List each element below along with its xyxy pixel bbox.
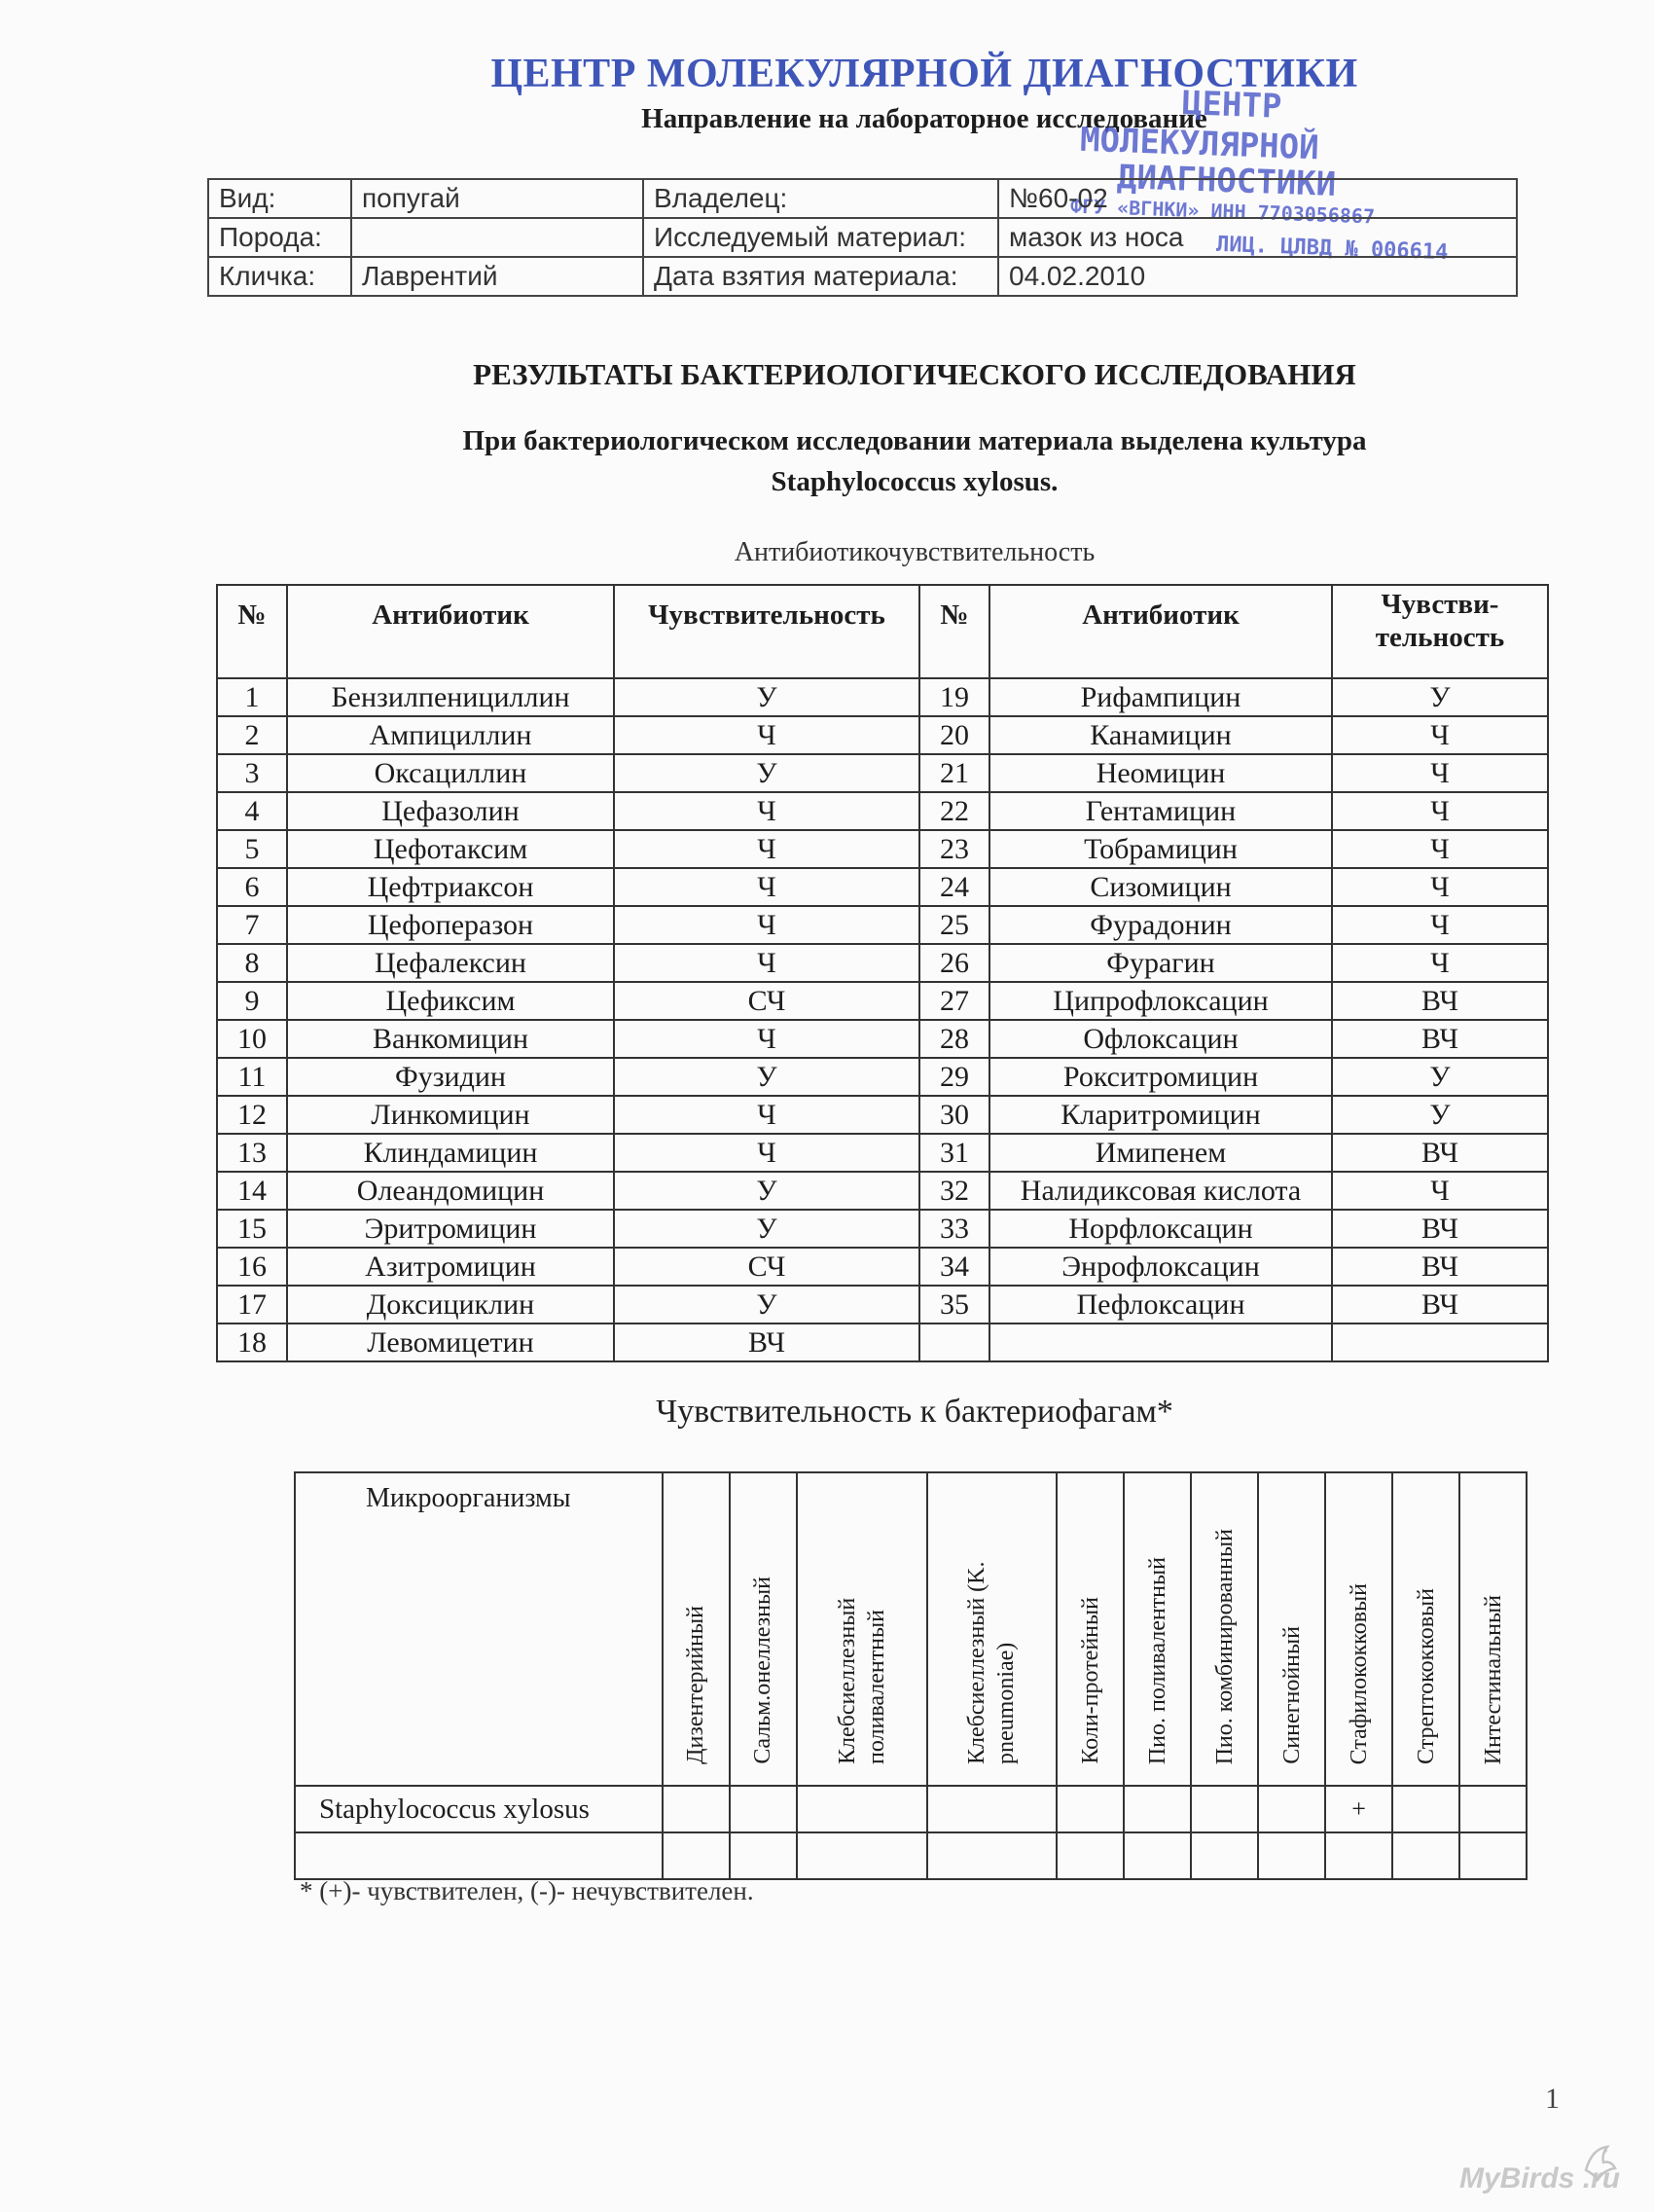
phage-result bbox=[1459, 1786, 1527, 1832]
header-sensitivity: Чувствительность bbox=[614, 585, 919, 678]
antibiotic-name: Линкомицин bbox=[287, 1096, 614, 1134]
antibiotic-name: Ванкомицин bbox=[287, 1020, 614, 1058]
info-value2: 04.02.2010 bbox=[998, 257, 1517, 296]
info-label1: Кличка: bbox=[208, 257, 351, 296]
table-row bbox=[217, 1172, 1548, 1210]
antibiotic-sensitivity: Ч bbox=[1332, 906, 1548, 944]
antibiotic-num: 33 bbox=[919, 1210, 989, 1248]
table-row bbox=[295, 1786, 1527, 1832]
antibiotic-sensitivity: У bbox=[1332, 678, 1548, 716]
antibiotic-sensitivity: У bbox=[1332, 1058, 1548, 1096]
antibiotic-sensitivity: Ч bbox=[614, 830, 919, 868]
antibiotic-name: Рифампицин bbox=[989, 678, 1332, 716]
header-antibiotic: Антибиотик bbox=[287, 585, 614, 678]
antibiotic-sensitivity: ВЧ bbox=[614, 1324, 919, 1361]
antibiotic-name: Пефлоксацин bbox=[989, 1286, 1332, 1324]
antibiotic-name: Оксациллин bbox=[287, 754, 614, 792]
stamp-line-3: ДИАГНОСТИКИ bbox=[1116, 158, 1337, 204]
antibiotic-sensitivity: ВЧ bbox=[1332, 1248, 1548, 1286]
antibiotic-name: Налидиксовая кислота bbox=[989, 1172, 1332, 1210]
info-value2: мазок из носа bbox=[998, 218, 1517, 257]
watermark-logo: MyBirds .ru bbox=[1459, 2162, 1621, 2194]
phage-result bbox=[1191, 1786, 1258, 1832]
antibiotic-sensitivity: Ч bbox=[1332, 1172, 1548, 1210]
phage-result bbox=[1124, 1832, 1191, 1879]
phage-result bbox=[1124, 1786, 1191, 1832]
phage-column-label: Синегнойный bbox=[1278, 1626, 1305, 1764]
antibiotic-num: 18 bbox=[217, 1324, 287, 1361]
antibiotic-sensitivity: Ч bbox=[614, 906, 919, 944]
antibiotic-name: Гентамицин bbox=[989, 792, 1332, 830]
info-label1: Порода: bbox=[208, 218, 351, 257]
antibiotic-name: Энрофлоксацин bbox=[989, 1248, 1332, 1286]
antibiotic-name: Клиндамицин bbox=[287, 1134, 614, 1172]
antibiotic-num: 9 bbox=[217, 982, 287, 1020]
table-row bbox=[217, 678, 1548, 716]
antibiotic-num: 12 bbox=[217, 1096, 287, 1134]
phage-result bbox=[1191, 1832, 1258, 1879]
phage-column-label: Стрептококковый bbox=[1413, 1588, 1439, 1764]
footnote: * (+)- чувствителен, (-)- нечувствителен. bbox=[300, 1876, 754, 1905]
stamp-line-1: ЦЕНТР bbox=[1181, 84, 1283, 127]
antibiotic-sensitivity: СЧ bbox=[614, 982, 919, 1020]
page-number: 1 bbox=[1545, 2083, 1560, 2115]
antibiotic-sensitivity: У bbox=[614, 754, 919, 792]
antibiotic-num: 27 bbox=[919, 982, 989, 1020]
phage-result bbox=[1325, 1832, 1392, 1879]
antibiotic-num: 30 bbox=[919, 1096, 989, 1134]
antibiotic-name: Цефалексин bbox=[287, 944, 614, 982]
antibiotic-name: Доксициклин bbox=[287, 1286, 614, 1324]
info-value2: №60-02 bbox=[998, 179, 1517, 218]
antibiotic-num: 23 bbox=[919, 830, 989, 868]
phage-column-header bbox=[663, 1472, 730, 1786]
antibiotic-num: 1 bbox=[217, 678, 287, 716]
table-row bbox=[217, 944, 1548, 982]
phage-column-label: Клебсиеллезный (K. pneumoniae) bbox=[964, 1561, 1020, 1764]
antibiotic-name: Кларитромицин bbox=[989, 1096, 1332, 1134]
antibiotic-sensitivity-table bbox=[216, 584, 1549, 1362]
organism-name bbox=[295, 1832, 663, 1879]
info-value1: Лаврентий bbox=[351, 257, 643, 296]
antibiotic-num: 5 bbox=[217, 830, 287, 868]
antibiotic-name: Цефоперазон bbox=[287, 906, 614, 944]
info-label2: Дата взятия материала: bbox=[643, 257, 998, 296]
antibiotic-num: 4 bbox=[217, 792, 287, 830]
stamp-line-4: ФГУ «ВГНКИ» ИНН 7703056867 bbox=[1069, 194, 1376, 229]
antibiotic-name: Фузидин bbox=[287, 1058, 614, 1096]
antibiotic-sensitivity: У bbox=[614, 678, 919, 716]
antibiotic-name: Бензилпенициллин bbox=[287, 678, 614, 716]
antibiotic-name: Сизомицин bbox=[989, 868, 1332, 906]
phage-column-label: Дизентерийный bbox=[683, 1606, 709, 1764]
phage-result bbox=[1392, 1786, 1459, 1832]
phage-result bbox=[1057, 1832, 1124, 1879]
phage-result bbox=[797, 1832, 927, 1879]
antibiotic-sensitivity: Ч bbox=[614, 716, 919, 754]
table-row bbox=[217, 1020, 1548, 1058]
table-row bbox=[217, 868, 1548, 906]
antibiotic-name: Офлоксацин bbox=[989, 1020, 1332, 1058]
phage-table-title: Чувствительность к бактериофагам* bbox=[656, 1394, 1173, 1430]
phage-column-header bbox=[797, 1472, 927, 1786]
phage-result bbox=[797, 1786, 927, 1832]
antibiotic-name: Тобрамицин bbox=[989, 830, 1332, 868]
antibiotic-name: Фурагин bbox=[989, 944, 1332, 982]
antibiotic-name: Норфлоксацин bbox=[989, 1210, 1332, 1248]
header-sensitivity-2-line1: Чувстви- bbox=[1381, 589, 1499, 620]
stamp-line-2: МОЛЕКУЛЯРНОЙ bbox=[1079, 120, 1320, 168]
antibiotic-name: Цефотаксим bbox=[287, 830, 614, 868]
antibiotic-sensitivity: Ч bbox=[614, 1134, 919, 1172]
antibiotic-sensitivity: Ч bbox=[614, 868, 919, 906]
phage-result bbox=[663, 1786, 730, 1832]
antibiotic-num: 15 bbox=[217, 1210, 287, 1248]
antibiotic-sensitivity: Ч bbox=[1332, 830, 1548, 868]
info-value1: попугай bbox=[351, 179, 643, 218]
antibiotic-num: 21 bbox=[919, 754, 989, 792]
phage-column-label: Стафилококковый bbox=[1346, 1582, 1372, 1764]
phage-table-header bbox=[295, 1472, 1527, 1786]
info-label1: Вид: bbox=[208, 179, 351, 218]
antibiotic-sensitivity: ВЧ bbox=[1332, 1286, 1548, 1324]
antibiotic-sensitivity: ВЧ bbox=[1332, 1020, 1548, 1058]
antibiotic-sensitivity: У bbox=[614, 1210, 919, 1248]
header-sensitivity-2-line2: тельность bbox=[1375, 622, 1505, 653]
antibiotic-num: 28 bbox=[919, 1020, 989, 1058]
antibiotic-sensitivity: Ч bbox=[1332, 792, 1548, 830]
phage-column-label: Пио. комбинированный bbox=[1211, 1528, 1238, 1764]
phage-column-header bbox=[1124, 1472, 1191, 1786]
phage-column-header bbox=[1258, 1472, 1325, 1786]
table-row bbox=[217, 1286, 1548, 1324]
antibiotic-sensitivity: Ч bbox=[1332, 716, 1548, 754]
phage-result bbox=[1392, 1832, 1459, 1879]
antibiotic-sensitivity: У bbox=[1332, 1096, 1548, 1134]
antibiotic-table-caption: Антибиотикочувствительность bbox=[734, 537, 1096, 567]
antibiotic-num: 25 bbox=[919, 906, 989, 944]
organism-name: Staphylococcus xylosus bbox=[295, 1786, 663, 1832]
culture-statement: При бактериологическом исследовании материала выделена культура bbox=[462, 425, 1367, 456]
antibiotic-name: Олеандомицин bbox=[287, 1172, 614, 1210]
antibiotic-num: 29 bbox=[919, 1058, 989, 1096]
phage-column-header bbox=[730, 1472, 797, 1786]
antibiotic-name: Канамицин bbox=[989, 716, 1332, 754]
header-num: № bbox=[217, 585, 287, 678]
antibiotic-num: 22 bbox=[919, 792, 989, 830]
results-title: РЕЗУЛЬТАТЫ БАКТЕРИОЛОГИЧЕСКОГО ИССЛЕДОВАНИЯ bbox=[473, 357, 1356, 391]
culture-name: Staphylococcus xylosus. bbox=[771, 466, 1059, 497]
antibiotic-num: 17 bbox=[217, 1286, 287, 1324]
table-row bbox=[217, 792, 1548, 830]
antibiotic-sensitivity: Ч bbox=[614, 944, 919, 982]
header-sensitivity-2 bbox=[1332, 585, 1548, 678]
antibiotic-table-header bbox=[217, 585, 1548, 678]
antibiotic-sensitivity: ВЧ bbox=[1332, 982, 1548, 1020]
table-row bbox=[295, 1832, 1527, 1879]
antibiotic-name: Цефазолин bbox=[287, 792, 614, 830]
phage-result bbox=[1057, 1786, 1124, 1832]
phage-column-header bbox=[1057, 1472, 1124, 1786]
antibiotic-name: Имипенем bbox=[989, 1134, 1332, 1172]
table-row bbox=[217, 906, 1548, 944]
phage-column-label: Коли-протейный bbox=[1077, 1597, 1103, 1764]
table-row bbox=[217, 982, 1548, 1020]
antibiotic-num: 6 bbox=[217, 868, 287, 906]
antibiotic-num: 11 bbox=[217, 1058, 287, 1096]
antibiotic-name: Цефиксим bbox=[287, 982, 614, 1020]
phage-result bbox=[730, 1832, 797, 1879]
antibiotic-sensitivity: У bbox=[614, 1172, 919, 1210]
table-row bbox=[217, 1134, 1548, 1172]
antibiotic-num: 31 bbox=[919, 1134, 989, 1172]
antibiotic-num: 10 bbox=[217, 1020, 287, 1058]
info-value1 bbox=[351, 218, 643, 257]
info-label2: Исследуемый материал: bbox=[643, 218, 998, 257]
antibiotic-sensitivity: СЧ bbox=[614, 1248, 919, 1286]
antibiotic-sensitivity: ВЧ bbox=[1332, 1134, 1548, 1172]
antibiotic-sensitivity: ВЧ bbox=[1332, 1210, 1548, 1248]
antibiotic-sensitivity: Ч bbox=[614, 792, 919, 830]
antibiotic-num: 7 bbox=[217, 906, 287, 944]
phage-column-header bbox=[1392, 1472, 1459, 1786]
antibiotic-num: 8 bbox=[217, 944, 287, 982]
table-row bbox=[217, 1248, 1548, 1286]
antibiotic-sensitivity: Ч bbox=[1332, 754, 1548, 792]
phage-column-header bbox=[1325, 1472, 1392, 1786]
info-row bbox=[208, 179, 1517, 218]
antibiotic-sensitivity bbox=[1332, 1324, 1548, 1361]
antibiotic-name: Рокситромицин bbox=[989, 1058, 1332, 1096]
phage-column-label: Сальм.онеллезный bbox=[750, 1577, 776, 1764]
antibiotic-num: 35 bbox=[919, 1286, 989, 1324]
table-row bbox=[217, 1210, 1548, 1248]
antibiotic-name: Фурадонин bbox=[989, 906, 1332, 944]
phage-column-header bbox=[1459, 1472, 1527, 1786]
antibiotic-name: Ципрофлоксацин bbox=[989, 982, 1332, 1020]
antibiotic-name: Азитромицин bbox=[287, 1248, 614, 1286]
antibiotic-num: 20 bbox=[919, 716, 989, 754]
org-title: ЦЕНТР МОЛЕКУЛЯРНОЙ ДИАГНОСТИКИ bbox=[490, 52, 1358, 96]
phage-column-label: Интестинальный bbox=[1480, 1594, 1506, 1764]
document-subtitle: Направление на лабораторное исследование bbox=[641, 103, 1207, 134]
info-row bbox=[208, 257, 1517, 296]
header-microorganisms: Микроорганизмы bbox=[295, 1472, 663, 1786]
antibiotic-num: 2 bbox=[217, 716, 287, 754]
phage-result bbox=[1459, 1832, 1527, 1879]
antibiotic-num: 32 bbox=[919, 1172, 989, 1210]
table-row bbox=[217, 1058, 1548, 1096]
antibiotic-sensitivity: Ч bbox=[1332, 868, 1548, 906]
table-row bbox=[217, 754, 1548, 792]
table-row bbox=[217, 830, 1548, 868]
antibiotic-sensitivity: У bbox=[614, 1058, 919, 1096]
phage-result bbox=[1258, 1786, 1325, 1832]
antibiotic-name: Левомицетин bbox=[287, 1324, 614, 1361]
stamp-line-5: ЛИЦ. ЦЛВД № 006614 bbox=[1215, 232, 1449, 266]
phage-result bbox=[927, 1832, 1058, 1879]
patient-info-table bbox=[207, 178, 1518, 297]
info-label2: Владелец: bbox=[643, 179, 998, 218]
phage-result bbox=[730, 1786, 797, 1832]
phage-result bbox=[1258, 1832, 1325, 1879]
antibiotic-sensitivity: Ч bbox=[614, 1020, 919, 1058]
table-row bbox=[217, 1096, 1548, 1134]
antibiotic-name: Неомицин bbox=[989, 754, 1332, 792]
antibiotic-num: 19 bbox=[919, 678, 989, 716]
antibiotic-num: 16 bbox=[217, 1248, 287, 1286]
header-num-2: № bbox=[919, 585, 989, 678]
phage-column-header bbox=[1191, 1472, 1258, 1786]
antibiotic-num: 26 bbox=[919, 944, 989, 982]
table-row bbox=[217, 716, 1548, 754]
antibiotic-name bbox=[989, 1324, 1332, 1361]
antibiotic-sensitivity: Ч bbox=[1332, 944, 1548, 982]
antibiotic-name: Ампициллин bbox=[287, 716, 614, 754]
antibiotic-num: 24 bbox=[919, 868, 989, 906]
antibiotic-name: Цефтриаксон bbox=[287, 868, 614, 906]
phage-column-label: Пио. поливалентный bbox=[1144, 1556, 1170, 1764]
bird-logo-icon bbox=[1578, 2141, 1617, 2184]
info-row bbox=[208, 218, 1517, 257]
antibiotic-name: Эритромицин bbox=[287, 1210, 614, 1248]
antibiotic-num: 14 bbox=[217, 1172, 287, 1210]
phage-result bbox=[927, 1786, 1058, 1832]
table-row bbox=[217, 1324, 1548, 1361]
antibiotic-num: 34 bbox=[919, 1248, 989, 1286]
phage-column-header bbox=[927, 1472, 1058, 1786]
antibiotic-num: 3 bbox=[217, 754, 287, 792]
antibiotic-sensitivity: Ч bbox=[614, 1096, 919, 1134]
phage-result bbox=[663, 1832, 730, 1879]
phage-column-label: Клебсиеллезный поливалентный bbox=[834, 1597, 889, 1764]
header-antibiotic-2: Антибиотик bbox=[989, 585, 1332, 678]
phage-result: + bbox=[1325, 1786, 1392, 1832]
bacteriophage-sensitivity-table bbox=[294, 1471, 1528, 1880]
antibiotic-sensitivity: У bbox=[614, 1286, 919, 1324]
antibiotic-num bbox=[919, 1324, 989, 1361]
antibiotic-num: 13 bbox=[217, 1134, 287, 1172]
